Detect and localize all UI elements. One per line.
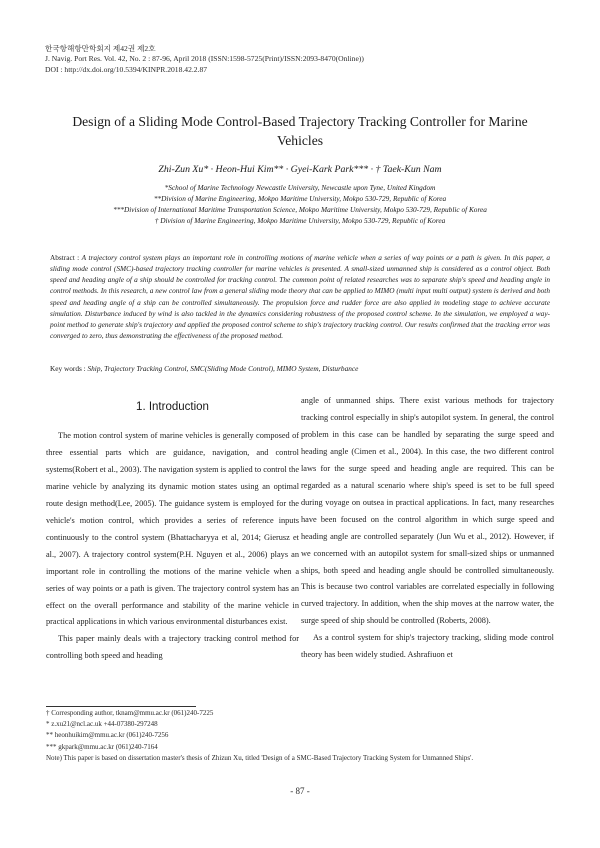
footnote-corresponding-author: † Corresponding author, tknam@mmu.ac.kr (061)240-7225: [46, 709, 214, 717]
footnote-author-3: *** gkpark@mmu.ac.kr (061)240-7164: [46, 742, 158, 751]
paragraph: angle of unmanned ships. There exist various methods for trajectory tracking control especially in ship's autopilot system. In general, the control problem in this case can be handled by separating the surge speed and heading angle (Cimen et al., 2004). In this case, the two different control laws for the surge speed and heading angle are required. This can be regarded as a natural scenario where ship's speed is set to be full speed during voyage on outsea in practical applications. In fact, many researches have been focused on the control algorithm in which surge speed and heading angle are controlled separately (Jun Wu et al., 2012). However, if we concerned with an autopilot system for small-sized ships or unmanned ships, both speed and heading angle should be controlled simultaneously. This is because two control variables are correlated especially in following curved trajectory. In addition, when the ship moves at the narrow water, the surge speed of ship should be controlled (Roberts, 2008).: [301, 396, 554, 626]
journal-citation: J. Navig. Port Res. Vol. 42, No. 2 : 87-96, April 2018 (ISSN:1598-5725(Print)/ISSN:2093-8470(Online)): [45, 54, 364, 64]
abstract: [50, 252, 550, 341]
body-column-right: [301, 393, 554, 664]
section-heading-introduction: 1. Introduction: [136, 401, 209, 413]
paragraph: The motion control system of marine vehicles is generally composed of three essential parts which are guidance, navigation, and control systems(Robert et al., 2003). The navigation system is applied to control the marine vehicle by analyzing its dynamic motion states using an optimal route design method(Lee, 2005). The guidance system is employed for the vehicle's motion control, which provides a series of reference inputs continuously to the control system (Bhattacharyya et al, 2014; Gierusz et al., 2007). A trajectory control system(P.H. Nguyen et al., 2006) plays an important role in controlling the motions of the marine vehicle when a series of way points or a path is given. The trajectory control system has an effect on the overall performance and stability of the marine vehicle in practical applications in which various environmental disturbances exist.: [46, 431, 299, 627]
keywords: [50, 364, 550, 373]
keywords-text: Ship, Trajectory Tracking Control, SMC(Sliding Mode Control), MIMO System, Disturbance: [87, 364, 359, 373]
abstract-label: Abstract :: [50, 253, 82, 262]
affiliations: [30, 182, 570, 226]
affiliation-1: *School of Marine Technology Newcastle University, Newcastle upon Tyne, United Kingdom: [164, 183, 436, 192]
affiliation-3: ***Division of International Maritime Transportation Science, Mokpo Maritime University, Mokpo 530-729, Republic of Korea: [113, 205, 487, 214]
footnote-divider: [46, 706, 196, 707]
footnote-author-1: * z.xu21@ncl.ac.uk +44-07380-297248: [46, 720, 158, 729]
footnote-author-2: ** heonhuikim@mmu.ac.kr (061)240-7256: [46, 731, 169, 740]
abstract-text: A trajectory control system plays an important role in controlling motions of marine vehicle when a series of way points or a path is given. In this paper, a sliding mode control (SMC)-based trajectory tracking controller for marine vehicles is presented. A small-sized unmanned ship is considered as a control object. Both speed and heading angle of a ship should be controlled for tracking control. The common point of related researches was to separate ship's speed and heading angle in control methods. In this research, a new control law from a general sliding mode theory that can be applied to MIMO (multi input multi output) system is derived and both speed and heading angle of a ship can be controlled simultaneously. The propulsion force and rudder force are also applied in modeling stage to achieve accurate simulation. Disturbance induced by wind is also tackled in the dynamics considering robustness of the proposed control scheme. In the simulation, we employed a way-point method to generate ship's trajectory and applied the proposed control scheme to ship's trajectory tracking control. Our results confirmed that the tracking error was converged to zero, thus demonstrating the effectiveness of the proposed method.: [50, 253, 550, 341]
footnotes: [46, 708, 554, 764]
affiliation-4: † Division of Marine Engineering, Mokpo Maritime University, Mokpo 530-729, Republic of Korea: [154, 216, 446, 225]
paragraph: This paper mainly deals with a trajectory tracking control method for controlling both speed and heading: [46, 634, 299, 661]
body-column-left: [46, 392, 299, 665]
paper-title: Design of a Sliding Mode Control-Based Trajectory Tracking Controller for Marine Vehicles: [72, 114, 528, 148]
paragraph: As a control system for ship's trajectory tracking, sliding mode control theory has been widely studied. Ashrafiuon et: [301, 633, 554, 660]
footnote-note: Note) This paper is based on dissertation master's thesis of Zhizun Xu, titled 'Design of a SMC-Based Trajectory Tracking System for Unmanned Ships'.: [46, 753, 474, 762]
journal-name-korean: 한국항해항만학회지 제42권 제2호: [45, 44, 156, 53]
doi-link[interactable]: DOI : http://dx.doi.org/10.5394/KINPR.2018.42.2.87: [45, 64, 208, 74]
keywords-label: Key words :: [50, 364, 88, 373]
page-number: - 87 -: [290, 786, 310, 796]
author-list: Zhi-Zun Xu* · Heon-Hui Kim** · Gyei-Kark Park*** · † Taek-Kun Nam: [158, 164, 442, 175]
affiliation-2: **Division of Marine Engineering, Mokpo Maritime University, Mokpo 530-729, Republic of Korea: [153, 194, 447, 203]
journal-header: [45, 44, 364, 75]
